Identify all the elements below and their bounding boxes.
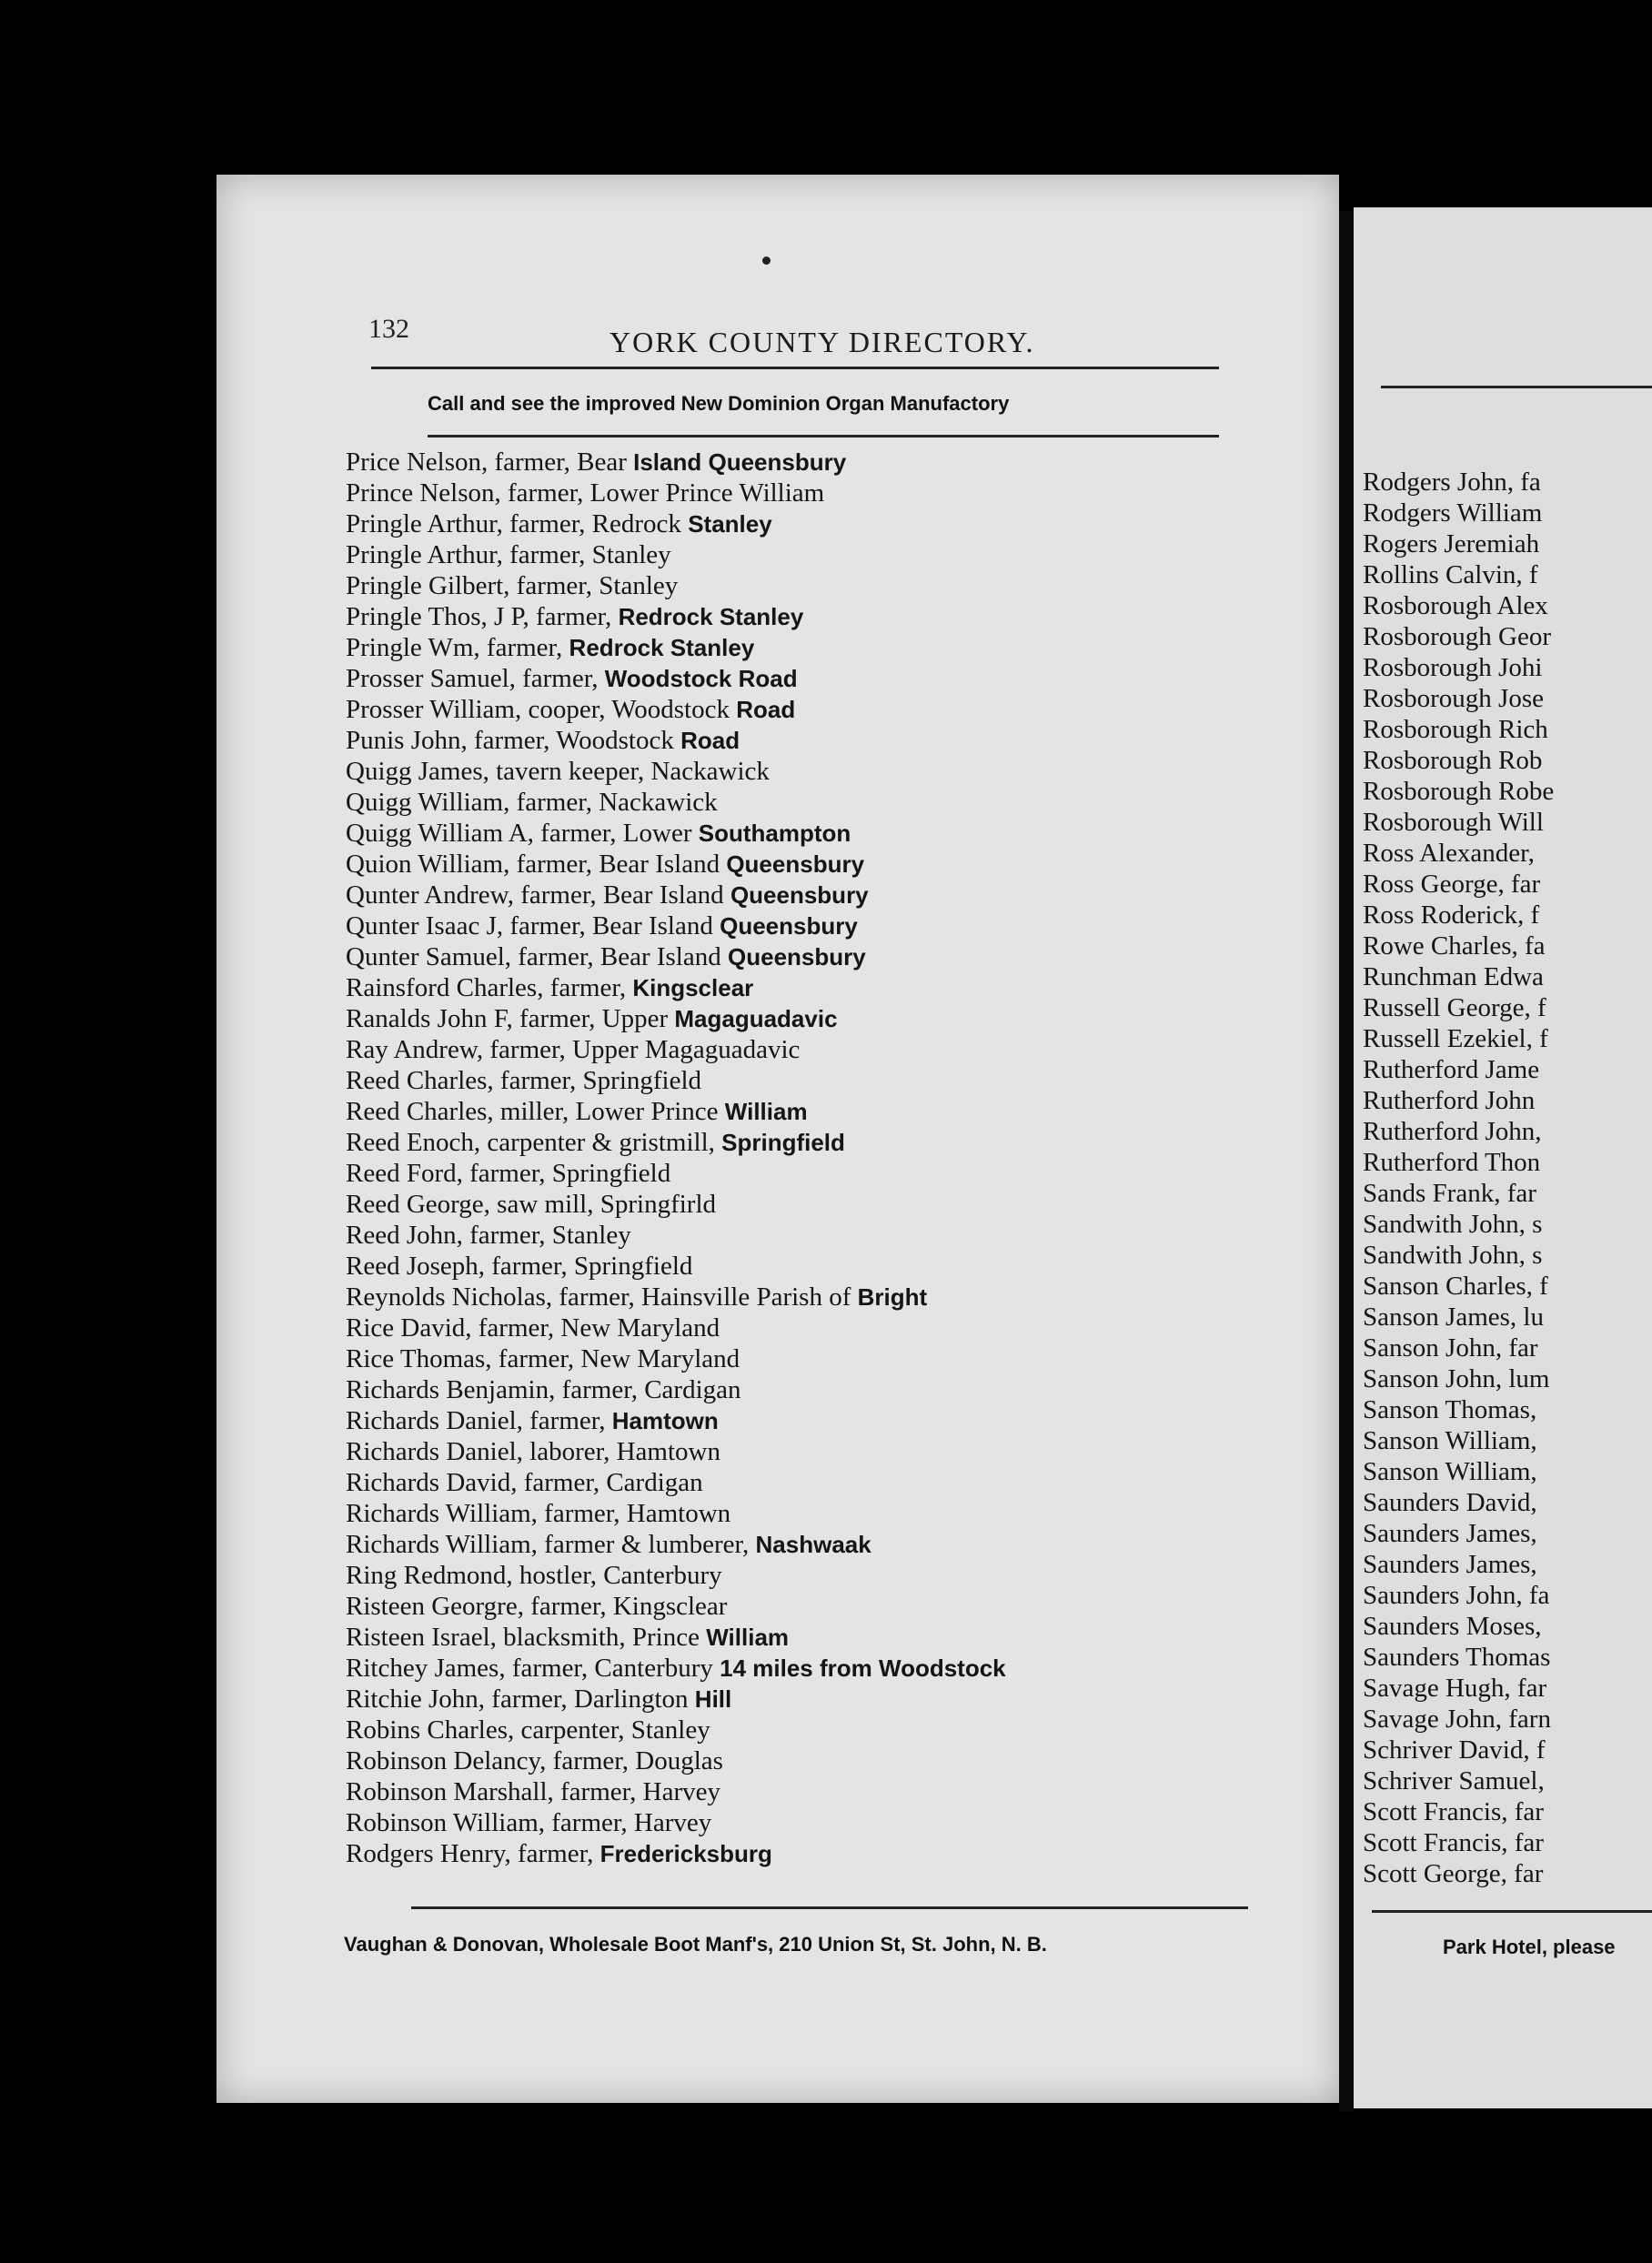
entry-text: Qunter Samuel, farmer, Bear Island [346,942,728,971]
entry-text: Richards Benjamin, farmer, Cardigan [346,1375,741,1404]
directory-entry [346,1560,1310,1591]
header-ad: Call and see the improved New Dominion Organ Manufactory [428,392,1010,415]
directory-entry [346,1436,1310,1467]
right-directory-entry: Rosborough Rob [1363,746,1543,775]
entry-place: Queensbury [720,912,858,940]
right-directory-entry: Saunders Moses, [1363,1612,1542,1641]
directory-entry [346,1251,1310,1282]
entry-text: Ray Andrew, farmer, Upper Magaguadavic [346,1035,801,1064]
directory-entry [346,694,1310,725]
directory-entry [346,880,1310,910]
directory-entry [346,1189,1310,1220]
directory-entry [346,910,1310,941]
entry-text: Reed Charles, miller, Lower Prince [346,1097,725,1126]
entry-text: Robinson Marshall, farmer, Harvey [346,1777,720,1806]
entry-text: Pringle Arthur, farmer, Redrock [346,509,689,538]
entry-text: Ritchie John, farmer, Darlington [346,1685,695,1714]
entry-place: Magaguadavic [674,1005,838,1032]
entry-place: William [706,1624,790,1651]
right-directory-entry: Sands Frank, far [1363,1179,1536,1208]
directory-entry [346,1374,1310,1405]
title-rule [371,367,1219,369]
directory-entry [346,663,1310,694]
right-directory-entry: Sandwith John, s [1363,1210,1543,1239]
right-directory-entry: Russell George, f [1363,993,1546,1022]
directory-entry [346,787,1310,818]
entry-text: Richards Daniel, laborer, Hamtown [346,1437,720,1466]
right-directory-entry: Rodgers John, fa [1363,468,1541,497]
directory-entry [346,1622,1310,1653]
right-directory-entry: Rogers Jeremiah [1363,529,1540,558]
right-directory-entry: Sanson Charles, f [1363,1272,1548,1301]
entry-text: Prince Nelson, farmer, Lower Prince William [346,478,825,508]
directory-entry [346,972,1310,1003]
right-directory-entry: Saunders John, fa [1363,1581,1550,1610]
right-directory-entry: Saunders James, [1363,1550,1537,1579]
entry-text: Quion William, farmer, Bear Island [346,850,727,879]
footer-ad: Vaughan & Donovan, Wholesale Boot Manf's, 210 Union St, St. John, N. B. [344,1933,1047,1956]
entry-place: William [724,1098,808,1125]
entry-text: Robinson William, farmer, Harvey [346,1808,712,1837]
entry-text: Quigg William A, farmer, Lower [346,819,699,848]
right-header-rule [1381,386,1652,388]
entry-place: Redrock Stanley [618,603,804,630]
entry-place: Road [680,727,740,754]
entry-place: Springfield [721,1129,845,1156]
directory-entry [346,1467,1310,1498]
directory-entry [346,1096,1310,1127]
right-directory-entry: Ross Alexander, [1363,839,1535,868]
entry-text: Prosser William, cooper, Woodstock [346,695,737,724]
entry-text: Risteen Georgre, farmer, Kingsclear [346,1592,728,1621]
right-directory-entry: Schriver David, f [1363,1735,1546,1765]
right-directory-entry: Sanson John, lum [1363,1364,1550,1393]
directory-entry [346,1529,1310,1560]
directory-entry [346,1807,1310,1838]
right-directory-entry: Sanson William, [1363,1426,1537,1455]
directory-entry [346,570,1310,601]
right-directory-entry: Savage Hugh, far [1363,1674,1547,1703]
directory-entry [346,725,1310,756]
entry-text: Quigg James, tavern keeper, Nackawick [346,757,770,786]
entry-place: Stanley [688,510,772,538]
entry-text: Richards William, farmer, Hamtown [346,1499,731,1528]
right-directory-entry: Rosborough Geor [1363,622,1552,651]
page-title: YORK COUNTY DIRECTORY. [609,326,1035,358]
right-directory-entry: Sanson Thomas, [1363,1395,1537,1424]
entry-text: Qunter Isaac J, farmer, Bear Island [346,911,720,940]
book-spine [1339,211,1354,2112]
right-footer-rule [1372,1910,1652,1913]
entry-place: Queensbury [726,850,865,878]
right-directory-entry: Rowe Charles, fa [1363,931,1546,961]
directory-entry [346,1776,1310,1807]
entry-text: Pringle Thos, J P, farmer, [346,602,619,631]
directory-entry [346,1405,1310,1436]
directory-entry [346,478,1310,508]
directory-entry [346,849,1310,880]
directory-entry [346,539,1310,570]
right-directory-entry: Sandwith John, s [1363,1241,1543,1270]
entry-place: Hill [694,1685,732,1713]
directory-entry [346,1498,1310,1529]
directory-entry [346,1715,1310,1745]
directory-entry [346,1220,1310,1251]
right-directory-entry: Rodgers William [1363,498,1543,528]
footer-rule [411,1906,1248,1909]
entry-place: Road [736,696,796,723]
entry-text: Rice David, farmer, New Maryland [346,1313,720,1343]
directory-entry [346,508,1310,539]
right-directory-entry: Rutherford Thon [1363,1148,1541,1177]
entry-text: Ring Redmond, hostler, Canterbury [346,1561,722,1590]
entry-place: Nashwaak [755,1531,871,1558]
entry-text: Reed George, saw mill, Springfirld [346,1190,717,1219]
right-directory-entry: Rosborough Jose [1363,684,1544,713]
entry-text: Rainsford Charles, farmer, [346,973,633,1002]
entry-text: Pringle Gilbert, farmer, Stanley [346,571,679,600]
ink-dot [762,256,771,265]
entry-text: Pringle Arthur, farmer, Stanley [346,540,671,569]
header-ad-rule [428,435,1219,438]
directory-entry [346,1343,1310,1374]
right-directory-entry: Rosborough Alex [1363,591,1548,620]
right-directory-entry: Saunders James, [1363,1519,1537,1548]
directory-entry [346,1158,1310,1189]
right-directory-entry: Rosborough Robe [1363,777,1555,806]
right-directory-entry: Ross Roderick, f [1363,900,1540,930]
directory-entry [346,1127,1310,1158]
entry-text: Reed Ford, farmer, Springfield [346,1159,671,1188]
directory-entry [346,818,1310,849]
right-directory-entry: Savage John, farn [1363,1705,1551,1734]
entry-place: Island Queensbury [633,448,847,476]
entry-text: Richards Daniel, farmer, [346,1406,612,1435]
right-directory-entry: Sanson John, far [1363,1333,1538,1363]
right-directory-entry: Russell Ezekiel, f [1363,1024,1548,1053]
directory-entry [346,1065,1310,1096]
entry-text: Quigg William, farmer, Nackawick [346,788,718,817]
right-directory-entry: Scott Francis, far [1363,1828,1544,1857]
page-number: 132 [368,314,409,344]
entry-place: 14 miles from Woodstock [720,1655,1006,1682]
entry-text: Prosser Samuel, farmer, [346,664,605,693]
entry-place: Bright [857,1283,928,1311]
right-directory-entry: Sanson James, lu [1363,1302,1544,1332]
directory-entry [346,1591,1310,1622]
entry-place: Kingsclear [632,974,754,1001]
right-entry-list [1363,467,1554,1889]
directory-entry [346,1282,1310,1313]
entry-text: Risteen Israel, blacksmith, Prince [346,1623,707,1652]
right-directory-entry: Saunders Thomas [1363,1643,1551,1672]
entry-text: Robinson Delancy, farmer, Douglas [346,1746,723,1775]
right-page [1354,207,1652,2108]
directory-entry [346,941,1310,972]
entry-text: Reed John, farmer, Stanley [346,1221,631,1250]
right-directory-entry: Rosborough Rich [1363,715,1548,744]
right-directory-entry: Rutherford John, [1363,1117,1542,1146]
directory-entry [346,1313,1310,1343]
entry-text: Richards David, farmer, Cardigan [346,1468,703,1497]
right-directory-entry: Scott George, far [1363,1859,1544,1888]
entry-text: Rodgers Henry, farmer, [346,1839,600,1868]
directory-entry [346,756,1310,787]
entry-text: Reed Joseph, farmer, Springfield [346,1252,693,1281]
directory-entry [346,1653,1310,1684]
entry-text: Reed Charles, farmer, Springfield [346,1066,702,1095]
entry-text: Reynolds Nicholas, farmer, Hainsville Parish of [346,1282,858,1312]
entry-place: Redrock Stanley [569,634,755,661]
entry-place: Queensbury [730,881,869,909]
directory-entry [346,1003,1310,1034]
entry-place: Queensbury [728,943,866,971]
entry-text: Robins Charles, carpenter, Stanley [346,1715,710,1745]
right-directory-entry: Rosborough Johi [1363,653,1543,682]
directory-entry [346,447,1310,478]
entry-place: Southampton [698,820,851,847]
right-directory-entry: Ross George, far [1363,870,1541,899]
right-directory-entry: Scott Francis, far [1363,1797,1544,1826]
entry-text: Price Nelson, farmer, Bear [346,448,634,477]
right-directory-entry: Rutherford John [1363,1086,1536,1115]
right-footer-ad: Park Hotel, please [1443,1936,1616,1958]
right-directory-entry: Saunders David, [1363,1488,1537,1517]
directory-entry [346,1745,1310,1776]
entry-text: Qunter Andrew, farmer, Bear Island [346,880,730,910]
directory-entry [346,1684,1310,1715]
entry-place: Woodstock Road [604,665,798,692]
directory-entry [346,1034,1310,1065]
entry-place: Fredericksburg [599,1840,772,1867]
directory-entry-list [346,447,1310,1869]
directory-entry [346,601,1310,632]
entry-text: Richards William, farmer & lumberer, [346,1530,756,1559]
right-directory-entry: Rosborough Will [1363,808,1544,837]
entry-text: Ranalds John F, farmer, Upper [346,1004,675,1033]
entry-text: Ritchey James, farmer, Canterbury [346,1654,720,1683]
right-directory-entry: Rutherford Jame [1363,1055,1540,1084]
entry-place: Hamtown [611,1407,719,1434]
entry-text: Pringle Wm, farmer, [346,633,569,662]
right-directory-entry: Runchman Edwa [1363,962,1544,991]
entry-text: Punis John, farmer, Woodstock [346,726,681,755]
directory-entry [346,632,1310,663]
right-directory-entry: Schriver Samuel, [1363,1766,1545,1795]
entry-text: Rice Thomas, farmer, New Maryland [346,1344,740,1373]
right-directory-entry: Sanson William, [1363,1457,1537,1486]
right-directory-entry: Rollins Calvin, f [1363,560,1538,589]
entry-text: Reed Enoch, carpenter & gristmill, [346,1128,722,1157]
directory-entry [346,1838,1310,1869]
